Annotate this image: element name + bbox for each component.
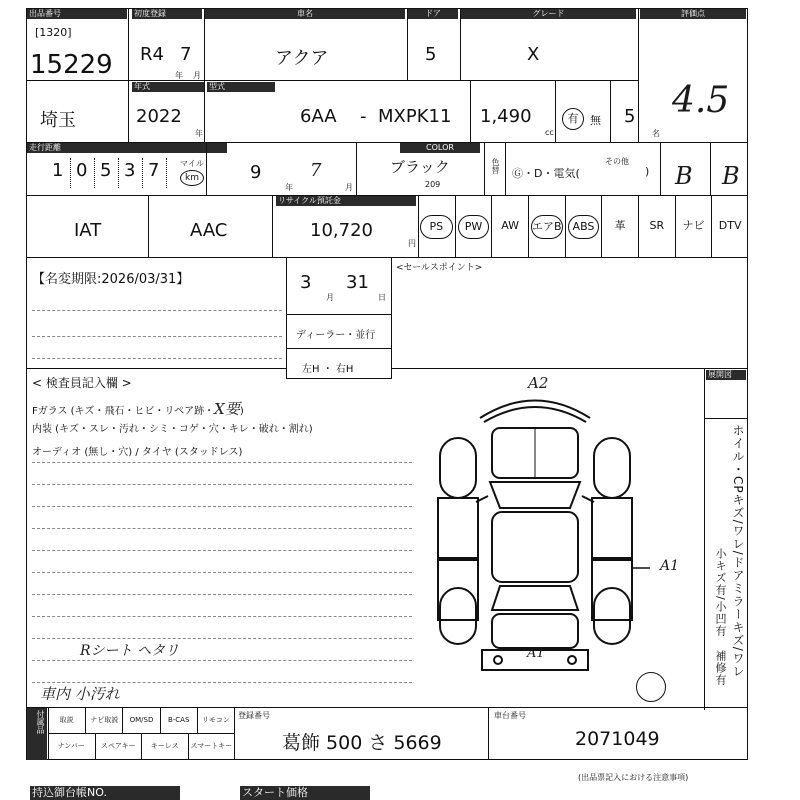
- color-change-label: 色替: [491, 158, 500, 174]
- roof-shape: [492, 512, 578, 582]
- option-9: [711, 195, 748, 257]
- equipment: Ⓖ・D・電気(: [512, 167, 580, 180]
- reg-number-label: 登録番号: [238, 711, 270, 720]
- chassis-number: 2071049: [575, 728, 660, 750]
- chassis-label: 車台番号: [494, 711, 526, 720]
- option-8: [675, 195, 712, 257]
- accessory-item: ナビ取説: [85, 707, 122, 733]
- option-5: [565, 195, 602, 257]
- audio-tire-line: オーディオ (無し・穴) / タイヤ (スタッドレス): [32, 447, 243, 458]
- lot-number: 15229: [30, 50, 113, 80]
- doors: 5: [425, 44, 437, 65]
- recycle-yen: 円: [408, 239, 416, 248]
- deadline-month-unit: 月: [326, 293, 334, 302]
- option-6: [601, 195, 638, 257]
- accessory-item: スマートキー: [188, 733, 235, 760]
- option-label: PS: [420, 215, 453, 239]
- footer-left: 持込御台帳NO.: [30, 786, 180, 800]
- option-label: PW: [458, 215, 490, 239]
- mileage-digit: 3: [124, 160, 136, 181]
- mileage-digit: 7: [148, 160, 160, 181]
- footer-middle: スタート価格: [240, 786, 370, 800]
- other-label: その他: [605, 157, 629, 166]
- grade-label: グレード: [461, 9, 636, 19]
- accessories-bottom-row: [48, 733, 234, 760]
- score-handwritten: 4.5: [672, 80, 730, 121]
- first-reg-month: 7: [180, 44, 192, 65]
- first-reg-label: 初度登録: [132, 9, 202, 19]
- seats: 5: [624, 106, 636, 127]
- exterior-score: B: [722, 162, 740, 190]
- accessory-item: リモコン: [197, 707, 234, 733]
- footer-right: (出品票記入における注意事項): [578, 773, 689, 782]
- model-year: 2022: [136, 106, 182, 127]
- turbo-nashi: 無: [590, 114, 601, 127]
- month-unit: 月: [193, 71, 201, 80]
- option-label: SR: [649, 219, 665, 232]
- damage-mark-front: A2: [528, 374, 549, 392]
- shaken-year: 9: [250, 162, 262, 183]
- inspection-deadline: 【名変期限:2026/03/31】: [32, 272, 190, 287]
- accessory-item: OM/SD: [122, 707, 159, 733]
- option-label: ナビ: [682, 219, 705, 232]
- option-4: [528, 195, 565, 257]
- extra-mark-circle: [636, 672, 666, 702]
- car-name-label: 車名: [205, 9, 405, 19]
- model-code: MXPK11: [378, 106, 452, 127]
- deadline-month: 3: [300, 272, 312, 293]
- damage-mark-rear: A1: [527, 646, 545, 661]
- color-code: 209: [425, 180, 441, 189]
- deadline-day: 31: [346, 272, 369, 293]
- aircon: AAC: [190, 220, 228, 241]
- accessory-item: 取説: [59, 716, 74, 724]
- score-label: 評価点: [640, 9, 746, 19]
- grade: X: [527, 44, 540, 65]
- options-row: [418, 195, 748, 257]
- lot-label: 出品番号: [27, 9, 127, 19]
- mileage-label: 走行距離: [27, 143, 227, 153]
- option-label: DTV: [718, 219, 742, 232]
- recycle-label: リサイクル預託金: [276, 196, 416, 206]
- mileage-digit: 1: [52, 160, 64, 181]
- equipment-close: ): [645, 165, 650, 178]
- shaken-month-unit: 月: [345, 183, 353, 192]
- option-label: ABS: [568, 215, 600, 239]
- accessory-item: B-CAS: [160, 707, 197, 733]
- dealer-import: ディーラー・並行: [296, 330, 376, 341]
- model-year-suffix: 年: [195, 129, 203, 138]
- recycle-fee: 10,720: [310, 220, 373, 241]
- trunk-shape: [492, 614, 578, 648]
- year-unit: 年: [175, 71, 183, 80]
- accessory-item: スペアキー: [95, 733, 142, 760]
- interior-score: B: [675, 162, 693, 190]
- inspector-title: < 検査員記入欄 >: [32, 376, 132, 390]
- handwritten-interior-dirt: 車内 小汚れ: [40, 685, 120, 703]
- first-reg-era: R4: [140, 44, 164, 65]
- shaken-month: 7: [310, 160, 322, 181]
- car-diagram: [420, 378, 650, 688]
- option-7: [638, 195, 675, 257]
- option-label: AW: [501, 219, 520, 232]
- steering-side: 左H ・ 右H: [302, 364, 354, 375]
- km-unit-circle: km: [180, 170, 204, 186]
- displacement: 1,490: [480, 106, 532, 127]
- option-3: [491, 195, 528, 257]
- damage-legend: ホイル・CPキズ/ワレ/ドアミラーキズ/ワレ: [731, 424, 745, 678]
- mileage-digit: 0: [76, 160, 88, 181]
- damage-legend-repair: 補修有: [714, 650, 727, 686]
- damage-mark-side: A1: [660, 558, 680, 574]
- option-label: エアB: [531, 215, 563, 239]
- model-label: 型式: [207, 82, 275, 92]
- accessories-top-row: [48, 707, 234, 733]
- interior-line: 内装 (キズ・スレ・汚れ・シミ・コゲ・穴・キレ・破れ・割れ): [32, 424, 313, 435]
- color: ブラック: [390, 158, 450, 176]
- handwritten-rear-seat: Rシート ヘタリ: [80, 643, 179, 659]
- cc-unit: cc: [545, 128, 554, 137]
- model-prefix: 6AA: [300, 106, 337, 127]
- shaken-year-unit: 年: [285, 183, 293, 192]
- damage-legend-sub: 小キズ有/小凹有: [714, 548, 727, 637]
- accessories-label: 付属品: [27, 708, 47, 760]
- lot-code: [1320]: [35, 26, 72, 39]
- prefecture: 埼玉: [40, 110, 76, 131]
- plate-number: 葛飾 500 さ 5669: [282, 732, 442, 754]
- door-label: ドア: [408, 9, 458, 19]
- mileage-digit: 5: [100, 160, 112, 181]
- diagram-title: 展開図: [706, 370, 746, 380]
- option-1: [418, 195, 455, 257]
- model-dash: -: [360, 106, 367, 127]
- option-2: [455, 195, 492, 257]
- mile-unit: マイル: [180, 159, 204, 168]
- color-label: COLOR: [400, 143, 480, 153]
- car-name: アクア: [275, 48, 329, 69]
- option-label: 革: [614, 219, 626, 232]
- accessory-item: キーレス: [141, 733, 188, 760]
- accessory-item: ナンバー: [57, 742, 85, 750]
- sales-point-label: <セールスポイント>: [396, 263, 483, 273]
- seats-unit: 名: [652, 129, 660, 138]
- deadline-day-unit: 日: [378, 293, 386, 302]
- f-glass-line: Fガラス (キズ・飛石・ヒビ・リペア跡・X要): [32, 400, 244, 418]
- year-label: 年式: [132, 82, 204, 92]
- transmission: IAT: [74, 220, 102, 241]
- turbo-ari-circle: 有: [562, 108, 584, 130]
